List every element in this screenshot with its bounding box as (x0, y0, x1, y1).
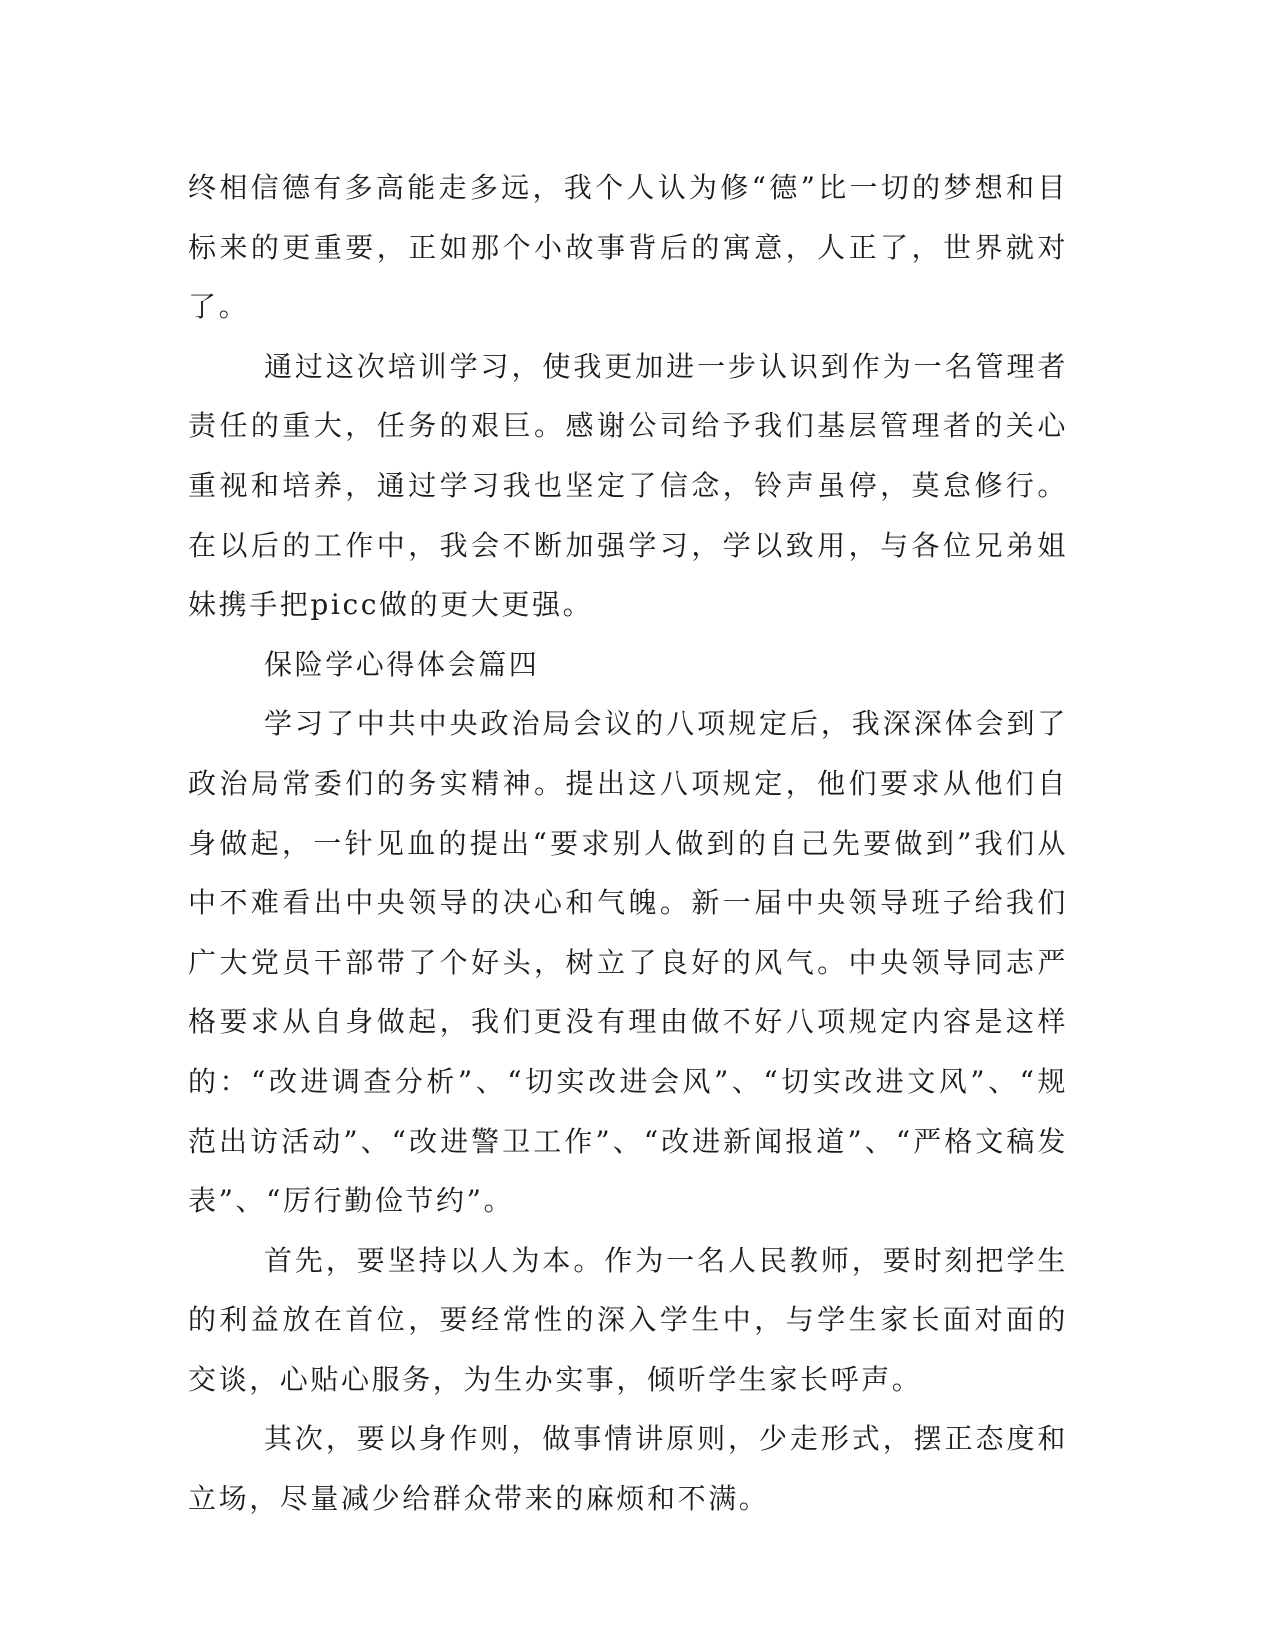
paragraph-3: 学习了中共中央政治局会议的八项规定后，我深深体会到了政治局常委们的务实精神。提出这八项规定，他们要求从他们自身做起，一针见血的提出“要求别人做到的自己先要做到”我们从中不难看出中央领导的决心和气魄。新一届中央领导班子给我们广大党员干部带了个好头，树立了良好的风气。中央领导同志严格要求从自身做起，我们更没有理由做不好八项规定内容是这样的：“改进调查分析”、“切实改进会风”、“切实改进文风”、“规范出访活动”、“改进警卫工作”、“改进新闻报道”、“严格文稿发表”、“厉行勤俭节约”。 (188, 707, 1068, 1218)
paragraph-4: 首先，要坚持以人为本。作为一名人民教师，要时刻把学生的利益放在首位，要经常性的深入学生中，与学生家长面对面的交谈，心贴心服务，为生办实事，倾听学生家长呼声。 (188, 1243, 1068, 1396)
document-body (188, 158, 1068, 1529)
section-title: 保险学心得体会篇四 (264, 647, 540, 681)
paragraph-1: 终相信德有多高能走多远，我个人认为修“德”比一切的梦想和目标来的更重要，正如那个小故事背后的寓意，人正了，世界就对了。 (188, 171, 1068, 324)
paragraph-2: 通过这次培训学习，使我更加进一步认识到作为一名管理者责任的重大，任务的艰巨。感谢公司给予我们基层管理者的关心重视和培养，通过学习我也坚定了信念，铃声虽停，莫怠修行。在以后的工作中，我会不断加强学习，学以致用，与各位兄弟姐妹携手把picc做的更大更强。 (188, 349, 1068, 622)
paragraph-5: 其次，要以身作则，做事情讲原则，少走形式，摆正态度和立场，尽量减少给群众带来的麻烦和不满。 (188, 1422, 1068, 1516)
